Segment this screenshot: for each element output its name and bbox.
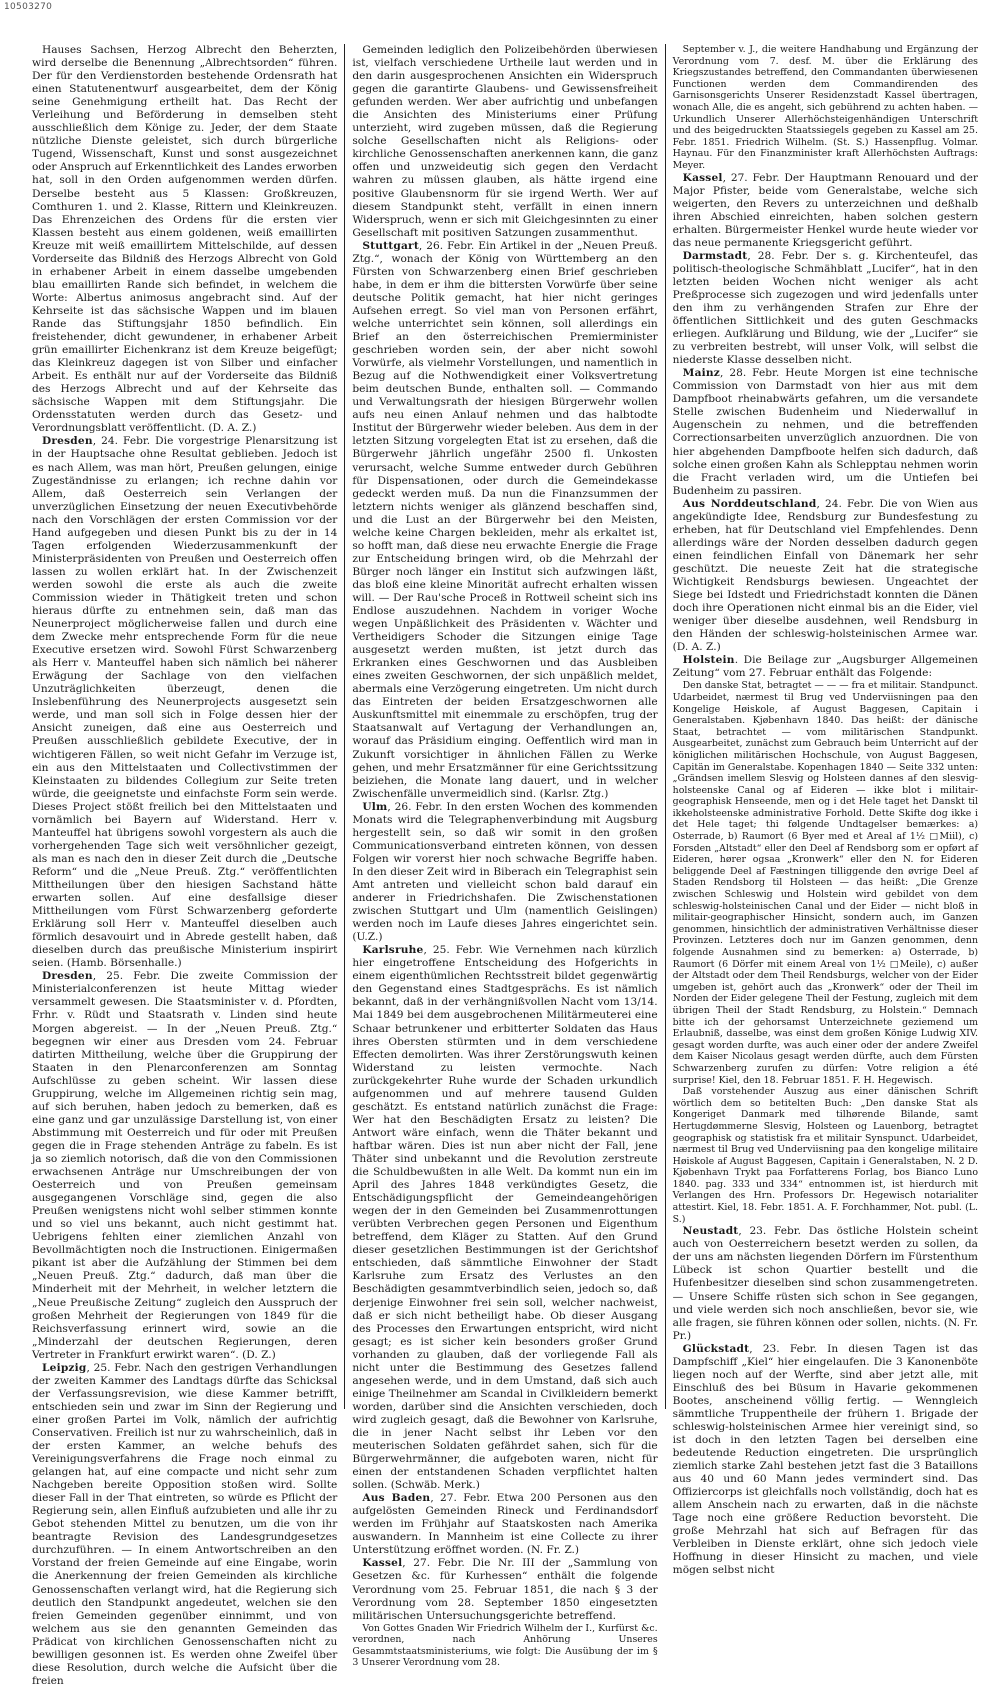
article-paragraph <box>673 680 978 1086</box>
paragraph-text: , 25. Febr. Wie Vernehmen nach kürzlich hier eingetroffene Entscheidung des Hofgerichts in einem eigenthümlichen Rechtsstreit bildet gegenwärtig den Gegenstand eines Stadtgesprächs. Es ist nämlich bekannt, daß in der verhängnißvollen Nacht vom 13/14. Mai 1849 bei dem ausgebrochenen Militärmeuterei eine Schaar betrunkener und erbitterter Soldaten das Haus ihres Obersten stürmten und in dem verschiedene Effecten demolirten. Was ihrer Zerstörungswuth keinen Widerstand zu leisten vermochte. Nach zurückgekehrter Ruhe wurde der Schaden urkundlich aufgenommen und auf mehrere tausend Gulden geschätzt. Es entstand natürlich zunächst die Frage: Wer hat den Beschädigten Ersatz zu leisten? Die Antwort wäre einfach, wenn die Thäter bekannt und haftbar wären. Dies ist nun aber nicht der Fall, jene Thäter sind unbekannt und die Revolution zerstreute die Schuldbewußten in alle Welt. Da kommt nun ein im April des Jahres 1848 verkündigtes Gesetz, die Entschädigungspflicht der Gemeindeangehörigen wegen der in den Gemeinden bei Zusammenrottungen verübten Verbrechen gegen Personen und Eigenthum betreffend, dem Kläger zu Statten. Auf den Grund dieser gesetzlichen Bestimmungen ist der Gerichtshof entschieden, daß sämmtliche Einwohner der Stadt Karlsruhe zum Ersatz des Verlustes an den Beschädigten gesammtverbindlich seien, jedoch so, daß derjenige Einwohner frei sein soll, welcher nachweist, daß er sich nicht betheiligt habe. Ob dieser Ausgang des Processes den Erwartungen entspricht, wird nicht gesagt; es ist sicher kein besonders großer Grund vorhanden zu glauben, daß der vorliegende Fall als nicht unter die Bestimmung des Gesetzes fallend angesehen werde, und in dem Umstand, daß sich auch einige Theilnehmer am Scandal in Civilkleidern bemerkt worden, darüber sind die Ansichten verschieden, doch wird zugleich gesagt, daß die Bewohner von Karlsruhe, die in jener Nacht selbst ihr Leben vor den meuterischen Soldaten gefährdet sahen, sich für die Bürgerwehrmänner, die aufgeboten waren, nicht für einen der entstandenen Schaden verpflichtet halten sollen. (Schwäb. Merk.) <box>352 944 658 1492</box>
dateline-place: Dresden <box>42 435 93 448</box>
newspaper-columns <box>32 44 978 1687</box>
dateline-place: Kassel <box>362 1557 403 1570</box>
article-paragraph <box>352 44 657 240</box>
page-identifier: 10503270 <box>4 2 53 12</box>
paragraph-text: , 26. Febr. Ein Artikel in der „Neuen Preuß. Ztg.“, wonach der König von Württemberg an den Fürsten von Schwarzenberg einen Brief geschrieben habe, in dem er ihm die bittersten Vorwürfe über seine deutsche Politik gemacht, hat hier nicht geringes Aufsehen erregt. So viel man von Personen erfährt, welche unterrichtet sein können, soll allerdings ein Brief an den österreichischen Premierminister geschrieben worden sein, der aber nicht sowohl Vorwürfe, als vielmehr Vorstellungen, und namentlich in Bezug auf die Nothwendigkeit einer Volksvertretung beim deutschen Bunde, enthalten soll. — Commando und Verwaltungsrath der hiesigen Bürgerwehr wollen aufs neu einen Anlauf nehmen und das halbtodte Institut der Bürgerwehr wieder beleben. Aus dem in der letzten Sitzung vorgelegten Etat ist zu ersehen, daß die Bürgerwehr jährlich ungefähr 2500 fl. Unkosten verursacht, welche Summe entweder durch Gebühren für Dispensationen, oder durch die Gemeindekasse gedeckt werden muß. Da nun die Finanzsummen der letztern nichts weniger als glänzend beschaffen sind, und die Lust an der Bürgerwehr bei den Meisten, welche keine Chargen bekleiden, mehr als erkaltet ist, so hofft man, daß diese neu erwachte Energie die Frage zur Entscheidung bringen wird, ob die Mehrzahl der Bürger noch länger ein Institut sich aufzwingen läßt, das bloß eine kleine Minorität aufrecht erhalten wissen will. — Der Rau'sche Proceß in Rottweil scheint sich ins Endlose auszudehnen. Nachdem in voriger Woche wegen Unpäßlichkeit des Präsidenten v. Wächter und Vertheidigers Schoder die Sitzungen einige Tage ausgesetzt werden mußten, ist jetzt durch das Erkranken eines Geschwornen und das Ausbleiben eines zweiten Geschwornen, der sich unpäßlich meldet, abermals eine Verzögerung eingetreten. Um nicht durch das Eintreten der beiden Ersatzgeschwornen alle Auskunftsmittel mit einemmale zu erschöpfen, trug der Staatsanwalt auf Vertagung der Verhandlungen an, worauf das Präsidium einging. Oeffentlich wird man in Zukunft vorsichtiger in ähnlichen Fällen zu Werke gehen, und mehr Ersatzmänner für eine Gerichtssitzung beiziehen, die Monate lang dauert, und in welcher Zwischenfälle unvermeidlich sind. (Karlsr. Ztg.) <box>352 239 658 800</box>
article-paragraph <box>673 44 978 172</box>
article-paragraph <box>352 1557 657 1622</box>
article-paragraph <box>32 1362 337 1688</box>
dateline-place: Holstein <box>682 654 735 667</box>
article-paragraph <box>673 1343 978 1578</box>
article-paragraph <box>352 944 657 1492</box>
article-paragraph <box>673 1086 978 1225</box>
dateline-place: Karlsruhe <box>362 944 424 957</box>
dateline-place: Stuttgart <box>362 239 419 252</box>
dateline-place: Neustadt <box>682 1225 739 1238</box>
dateline-place: Glückstadt <box>682 1342 750 1355</box>
paragraph-text: , 27. Febr. Der Hauptmann Renouard und der Major Pfister, beide vom Generalstabe, welche sich weigerten, den Revers zu unterzeichnen und deßhalb ihren Abschied einreichten, haben solchen gestern erhalten. Bürgermeister Henkel wurde heute wieder vor das neue permanente Kriegsgericht geführt. <box>672 171 978 249</box>
article-paragraph <box>32 970 337 1361</box>
paragraph-text: September v. J., die weitere Handhabung und Ergänzung der Verordnung vom 7. desf. M. über die Erklärung des Kriegszustandes betreffend, den Commandanten überwiesenen Functionen werden dem Commandirenden des Garnisonsgerichts Unserer Residenzstadt Kassel übertragen, wonach Alle, die es angeht, sich gebührend zu achten haben. — Urkundlich Unserer Allerhöchsteigenhändigen Unterschrift und des beigedruckten Staatssiegels gegeben zu Kassel am 25. Febr. 1851. Friedrich Wilhelm. (St. S.) Hassenpflug. Volmar. Haynau. Für den Finanzminister kraft Allerhöchsten Auftrags: Meyer. <box>672 44 978 171</box>
paragraph-text: , 25. Febr. Die zweite Commission der Ministerialconferenzen ist heute Mittag wieder versammelt gewesen. Die Staatsminister v. d. Pfordten, Frhr. v. Rüdt und Staatsrath v. Linden sind heute Morgen abgereist. — In der „Neuen Preuß. Ztg.“ begegnen wir einer aus Dresden vom 24. Februar datirten Mittheilung, welche über die Gruppirung der Staaten in den Plenarconferenzen am Sonntag Aufschlüsse zu geben scheint. Wir lassen diese Gruppirung, welche im Allgemeinen richtig sein mag, auf sich beruhen, haben jedoch zu bemerken, daß es eine ganz und gar unzulässige Darstellung ist, von einer Abstimmung mit Oesterreich und für oder mit Preußen gegen die in Frage stehenden Anträge zu fabeln. Es ist ja so ziemlich notorisch, daß die von den Commissionen erwachsenen Anträge nur Umschreibungen der von Oesterreich und von Preußen gemeinsam ausgegangenen Vorschläge sind, gegen die also Preußen wenigstens nicht wohl selber stimmen konnte und so viel uns bekannt, auch nicht gestimmt hat. Uebrigens fehlten einer ziemlichen Anzahl von Bevollmächtigten noch die Instructionen. Einigermaßen pikant ist aber die Aufzählung der Stimmen bei dem „Neuen Preuß. Ztg.“ dadurch, daß man über die Minderheit mit der Mehrheit, in welcher letztern die „Neue Preußische Zeitung“ zugleich den Ausspruch der großen Mehrheit der Regierungen von 1849 für die Reichsverfassung erinnert wird, sowie an die „Minderzahl der deutschen Regierungen, deren Vertreter in Frankfurt erwirkt waren“. (D. Z.) <box>32 970 338 1361</box>
column-middle <box>344 44 664 1669</box>
paragraph-text: Von Gottes Gnaden Wir Friedrich Wilhelm der I., Kurfürst &c. verordnen, nach Anhörung Unseres Gesammtstaatsministeriums, wie folgt: Die Ausübung der im § 3 Unserer Verordnung vom 28. <box>352 1622 658 1669</box>
paragraph-text: . Die Beilage zur „Augsburger Allgemeinen Zeitung“ vom 27. Februar enthält das Folgende: <box>672 654 978 680</box>
paragraph-text: , 23. Febr. Das östliche Holstein scheint auch von Oesterreichern besetzt werden zu sollen, da der uns am nächsten liegenden Dörfern im Fürstenthum Lübeck ist schon Quartier bestellt und die Hufenbesitzer dieselben sind schon zusammengetreten. — Unsere Schiffe rüsten sich schon in See gegangen, und viele werden sich noch anschließen, bevor sie, wie alle fragen, sie führen können oder sollen, nichts. (N. Fr. Pr.) <box>672 1225 978 1342</box>
article-paragraph <box>673 172 978 250</box>
paragraph-text: , 28. Febr. Heute Morgen ist eine technische Commission von Darmstadt von hier aus mit dem Dampfboot rheinabwärts gefahren, um die versandete Stelle zwischen Budenheim und Niederwalluf in Augenschein zu nehmen, und die betreffenden Correctionsarbeiten unverzüglich anzuordnen. Die von hier abgehenden Dampfboote helfen sich dadurch, daß solche einen großen Kahn als Schlepptau nehmen worin die Fracht verladen wird, um die Untiefen bei Budenheim zu passiren. <box>672 367 978 497</box>
article-paragraph <box>32 44 337 435</box>
paragraph-text: , 24. Febr. Die vorgestrige Plenarsitzung ist in der Hauptsache ohne Resultat geblieben. Jedoch ist es nach Allem, was man hört, Preußen gelungen, einige Zugeständnisse zu erlangen; ich rechne dahin vor Allem, daß Oesterreich sein Verlangen der unverzüglichen Einsetzung der neuen Executivbehörde nach den Vorschlägen der ersten Commission vor der Hand aufgegeben und diesen Punkt bis zu der in 14 Tagen erfolgenden Wiederzusammenkunft der Ministerpräsidenten von Preußen und Oesterreich offen lassen zu wollen erklärt hat. In der Zwischenzeit werden sowohl die erste als auch die zweite Commission wieder in Thätigkeit treten und schon hieraus dürfte zu entnehmen sein, daß man das Neunerproject möglicherweise fallen und durch eine dem Zwecke mehr entsprechende Form für die neue Executive ersetzen wird. Sowohl Fürst Schwarzenberg als Herr v. Manteuffel haben sich nämlich bei näherer Erwägung der Sachlage von den vielfachen Unzuträglichkeiten überzeugt, denen die Inslebenführung des Neunerprojects ausgesetzt sein werde, und man soll sich in Folge dessen hier der Ansicht zuneigen, daß eine aus Oesterreich und Preußen ausschließlich gebildete Executive, der in wichtigeren Fällen, so weit nicht Gefahr im Verzuge ist, ein aus den Mittelstaaten und Collectivstimmen der Kleinstaaten zu bildendes Collegium zur Seite treten würde, die geeignetste und einfachste Form sein werde. Dieses Project stößt freilich bei den Mittelstaaten und vornämlich bei Bayern auf Widerstand. Herr v. Manteuffel hat übrigens sowohl vorgestern als auch die vorhergehenden Tage sich weit versöhnlicher gezeigt, als man es nach den in dieser Zeit durch die „Deutsche Reform“ und die „Neue Preuß. Ztg.“ veröffentlichten Mittheilungen über den hiesigen Sachstand hätte erwarten sollen. Auf eine desfallsige dieser Mittheilungen vom Fürst Schwarzenberg geforderte Erklärung soll Herr v. Manteuffel dieselben auch förmlich desavouirt und in Abrede gestellt haben, daß dieselben durch das preußische Ministerium inspirirt seien. (Hamb. Börsenhalle.) <box>32 435 338 970</box>
dateline-place: Aus Norddeutschland <box>682 497 817 510</box>
column-left <box>32 44 344 1687</box>
dateline-place: Leipzig <box>42 1361 87 1374</box>
paragraph-text: , 27. Febr. Etwa 200 Personen aus den aufgelösten Gemeinden Rineck und Ferdinandsdorf werden im Frühjahr auf Staatskosten nach Amerika auswandern. In Mannheim ist eine Collecte zu ihrer Unterstützung eröffnet worden. (N. Fr. Z.) <box>352 1492 658 1557</box>
dateline-place: Dresden <box>42 970 93 983</box>
dateline-place: Aus Baden <box>362 1492 431 1505</box>
article-paragraph <box>673 367 978 497</box>
dateline-place: Darmstadt <box>682 249 748 262</box>
article-paragraph <box>673 250 978 367</box>
article-paragraph <box>673 654 978 680</box>
paragraph-text: , 25. Febr. Nach den gestrigen Verhandlungen der zweiten Kammer des Landtags dürfte das Schicksal der Verfassungsrevision, wie diese Kammer betrifft, entschieden sein und zwar im Sinn der Regierung und einer großen Partei im Volk, nämlich der aufrichtig Conservativen. Freilich ist nur zu wahrscheinlich, daß in der ersten Kammer, an welche behufs des Vereinigungsverfahrens die Frage noch einmal zu gelangen hat, auf eine compacte und nicht sehr zum Nachgeben bereite Opposition stoßen wird. Sollte dieser Fall in der That eintreten, so würde es Pflicht der Regierung sein, allen Einfluß aufzubieten und alle ihr zu Gebot stehenden Mittel zu benutzen, um die von ihr beantragte Revision des Landesgrundgesetzes durchzuführen. — In einem Antwortschreiben an den Vorstand der freien Gemeinde auf eine Eingabe, worin die Anerkennung der freien Gemeinden als kirchliche Genossenschaften verlangt wird, hat die Regierung sich deutlich den Standpunkt angedeutet, welchen sie den freien Gemeinden gegenüber einnimmt, und von welchem aus sie den genannten Gemeinden das Prädicat von kirchlichen Genossenschaften nicht zu bewilligen gesonnen ist. Es werden ohne Zweifel über diese Resolution, durch welche die Aufsicht über die freien <box>32 1361 338 1687</box>
paragraph-text: Gemeinden lediglich den Polizeibehörden überwiesen ist, vielfach verschiedene Urtheile laut werden und in den darin ausgesprochenen Ansichten ein Widerspruch gegen die garantirte Glaubens- und Gewissensfreiheit gefunden werden. Wer aber aufrichtig und unbefangen die Ansichten des Ministeriums einer Prüfung unterzieht, wird zugeben müssen, daß die Regierung solche Gesellschaften nicht als Religions- oder kirchliche Genossenschaften anerkennen kann, die ganz offen und unzweideutig sich gegen den Verdacht wahren zu müssen glauben, als hätte irgend eine positive Glaubensnorm für sie irgend Werth. Wer auf diesem Standpunkt steht, verfällt in einen innern Widerspruch, wenn er sich mit Gleichgesinnten zu einer Gesellschaft mit positiven Satzungen zusammenthut. <box>352 44 658 239</box>
paragraph-text: , 24. Febr. Die von Wien aus angekündigte Idee, Rendsburg zur Bundesfestung zu erheben, hat für Deutschland viel Empfehlendes. Denn allerdings wäre der Norden desselben dadurch gegen einen feindlichen Einfall von Dänemark her sehr geschützt. Die neueste Zeit hat die strategische Wichtigkeit Rendsburgs bewiesen. Ungeachtet der Siege bei Idstedt und Friedrichstadt konnten die Dänen doch ihre Operationen nicht einmal bis an die Eider, viel weniger über dieselbe ausdehnen, weil Rendsburg in den Händen der schleswig-holsteinischen Armee war. (D. A. Z.) <box>672 497 978 654</box>
article-paragraph <box>352 240 657 801</box>
paragraph-text: Hauses Sachsen, Herzog Albrecht den Beherzten, wird derselbe die Benennung „Albrechtsorden“ führen. Der für den Verdienstorden bestehende Ordensrath hat einen Statutenentwurf ausgearbeitet, dem der König seine Genehmigung ertheilt hat. Das Recht der Verleihung und Beförderung in demselben steht ausschließlich dem Könige zu. Jeder, der dem Staate nützliche Dienste geleistet, sich durch bürgerliche Tugend, Wissenschaft, Kunst und sonst ausgezeichnet oder Anspruch auf Erkenntlichkeit des Landes erworben hat, soll in den Orden aufgenommen werden dürfen. Derselbe besteht aus 5 Klassen: Großkreuzen, Comthuren 1. und 2. Klasse, Rittern und Kleinkreuzen. Das Ehrenzeichen des Ordens für die ersten vier Klassen besteht aus einem goldenen, weiß emaillirten Kreuze mit weiß emaillirtem Mittelschilde, auf dessen Vorderseite das Bildniß des Herzogs Albrecht von Gold in erhabener Arbeit in einem dasselbe umgebenden blau emaillirten Rande sich befindet, in welchem die Worte: Albertus animosus angebracht sind. Auf der Kehrseite ist das sächsische Wappen und im blauen Rande das Stiftungsjahr 1850 befindlich. Ein freistehender, dicht gewundener, in erhabener Arbeit grün emaillirter Eichenkranz ist dem Kreuze beigefügt; das Kleinkreuz dagegen ist von Silber und einfacher Arbeit. Es enthält nur auf der Vorderseite das Bildniß des Herzogs Albrecht und auf der Kehrseite das sächsische Wappen mit dem Stiftungsjahr. Die Ordensstatuten werden durch das Gesetz- und Verordnungsblatt veröffentlicht. (D. A. Z.) <box>32 44 338 435</box>
article-paragraph <box>32 435 337 970</box>
paragraph-text: , 27. Febr. Die Nr. III der „Sammlung von Gesetzen &c. für Kurhessen“ enthält die folgende Verordnung vom 25. Februar 1851, die nach § 3 der Verordnung vom 28. September 1850 eingesetzten militärischen Untersuchungsgerichte betreffend. <box>352 1557 658 1622</box>
paragraph-text: , 23. Febr. In diesen Tagen ist das Dampfschiff „Kiel“ hier eingelaufen. Die 3 Kanonenböte liegen noch auf der Werfte, sind aber jetzt alle, mit Einschluß des bei Büsum in Havarie gekommenen Bootes, anscheinend völlig fertig. — Wenngleich sämmtliche Truppentheile der frühern 1. Brigade der schleswig-holsteinischen Armee hier vereinigt sind, so ist doch in den letzten Tagen bei derselben eine bedeutende Reduction eingetreten. Die ursprünglich ziemlich starke Zahl bestehen jetzt fast die 3 Bataillons aus 40 und 60 Mann jedes vermindert sind. Das Offiziercorps ist gleichfalls noch vollständig, doch hat es allem Anschein nach zu erwarten, daß in die nächste Tage noch eine größere Reduction bevorsteht. Die große Mehrzahl hat sich auf Befragen für das Verbleiben in Dienste erklärt, ohne sich jedoch viele Hoffnung in dieser Hinsicht zu machen, und viele mögen selbst nicht <box>672 1342 978 1577</box>
paragraph-text: Daß vorstehender Auszug aus einer dänischen Schrift wörtlich dem so betitelten Buch: „Den danske Stat als Kongeriget Danmark med tilhørende Bilande, samt Hertugdømmerne Slesvig, Holsteen og Lauenborg, betragtet geographisk og statistisk fra et militair Synspunct. Udarbeidet, nærmest til Brug ved Underviisning paa den kongelige militaire Høiskole af August Baggesen, Capitain i Generalstaben, N. 2 D. Kjøbenhavn Trykt paa Forfatterens Forlag, bos Bianco Luno 1840. pag. 333 und 334“ entnommen ist, ist hierdurch mit Verlangen des Hrn. Professors Dr. Hegewisch notarialiter attestirt. Kiel, 18. Febr. 1851. A. F. Forchhammer, Not. publ. (L. S.) <box>672 1086 978 1225</box>
article-paragraph <box>673 498 978 655</box>
dateline-place: Ulm <box>362 800 388 813</box>
dateline-place: Kassel <box>682 171 723 184</box>
paragraph-text: , 28. Febr. Der s. g. Kirchenteufel, das politisch-theologische Schmähblatt „Lucifer“, hat in den letzten beiden Wochen nicht weniger als acht Preßprocesse sich zugezogen und wird jedenfalls unter den ihm zu verhängenden Strafen zur Ehre der öffentlichen Sittlichkeit und des guten Geschmacks erliegen. Aufklärung und Bildung, wie der „Lucifer“ sie zu verbreiten bestrebt, will unser Volk, will selbst die niederste Klasse desselben nicht. <box>672 249 978 367</box>
article-paragraph <box>673 1225 978 1342</box>
paragraph-text: Den danske Stat, betragtet — — — fra et militair. Standpunct. Udarbeidet, nærmest til Brug ved Underviisningen paa den Kongelige Høiskole, af August Baggesen, Capitain i Generalstaben. Kjøbenhavn 1840. Das heißt: der dänische Staat, betrachtet — vom militärischen Standpunkt. Ausgearbeitet, zunächst zum Gebrauch beim Unterricht auf der königlichen militärischen Hochschule, von August Baggesen, Capitän im Generalstabe. Kopenhagen 1840 — Seite 332 unten: „Grändsen imellem Slesvig og Holsteen dannes af den slesvig-holsteenske Canal og af Eideren — ikke blot i militair-geographisk Henseende, men og i det Hele taget het Danskt til ikkeholsteenske administrative Forhold. Dette Skifte dog ikke i det Hele taget; thi følgende Undtagelser bemærkes: a) Osterrade, b) Raumort (6 Byer med et Areal af 1½ □Miil), c) Forsden „Altstadt“ eller den Deel af Rendsborg som er opført af Eideren, hører ogsaa „Kronwerk“ eller den N. for Eideren beliggende Deel af Fæstningen tilliggende den øvrige Deel af Staden Rendsborg til Holsteen — das heißt: „Die Grenze zwischen Schleswig und Holstein wird gebildet von dem schleswig-holsteinischen Canal und der Eider — nicht bloß in militair-geographischer Hinsicht, sondern auch, im Ganzen genommen, hinsichtlich der administrativen Verhältnisse dieser Provinzen. Letzteres doch nur im Ganzen genommen, denn folgende Ausnahmen sind zu bemerken: a) Osterrade, b) Raumort (6 Dörfer mit einem Areal von 1½ □Meile), c) außer der Altstadt oder dem Theil Rendsburgs, welcher von der Eider umgeben ist, gehört auch das „Kronwerk“ oder der Theil im Norden der Eider gelegene Theil der Festung, zugleich mit dem übrigen Theil der Stadt Rendsburg, zu Holstein.“ Demnach bitte ich der gehorsamst Unterzeichnete geziemend um Erlaubniß, dasselbe, was einst dem großen Könige Ludwig XIV. gesagt worden durfte, was auch einer oder der andere Zweifel dem Kaiser Nicolaus gesagt werden dürfte, auch dem Fürsten Schwarzenberg zurufen zu dürfen: Votre religion a été surprise! Kiel, den 18. Februar 1851. F. H. Hegewisch. <box>672 680 978 1086</box>
article-paragraph <box>352 1492 657 1557</box>
article-paragraph <box>352 801 657 945</box>
article-paragraph <box>352 1623 657 1669</box>
paragraph-text: , 26. Febr. In den ersten Wochen des kommenden Monats wird die Telegraphenverbindung mit Augsburg hergestellt sein, so daß wir somit in den großen Communicationsverband eintreten können, von dessen Folgen wir vorerst hier noch schwache Begriffe haben. In den dieser Zeit wird in Biberach ein Telegraphist sein Amt antreten und vielleicht schon bald darauf ein anderer in Friedrichshafen. Die Zwischenstationen zwischen Stuttgart und Ulm (namentlich Geislingen) werden noch im Laufe dieses Jahres eingerichtet sein. (U.Z.) <box>352 800 658 944</box>
column-right <box>665 44 978 1577</box>
dateline-place: Mainz <box>682 367 720 380</box>
